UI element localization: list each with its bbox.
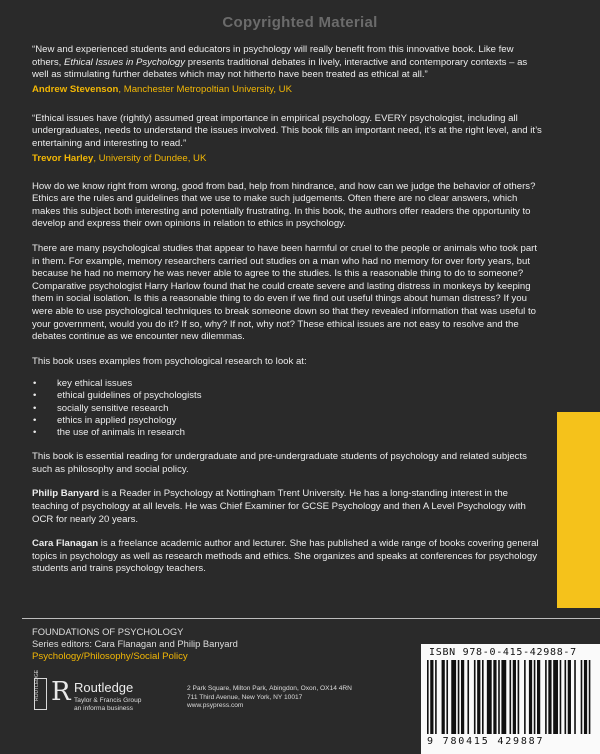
cover-text [32, 44, 544, 576]
isbn-barcode-digits: 9 780415 429887 [427, 736, 545, 747]
description-paragraph-3: This book uses examples from psychological research to look at: [32, 355, 307, 367]
barcode-icon [427, 660, 592, 734]
description-paragraph-2: There are many psychological studies that appear to have been harmful or cruel to the people or animals who took part in them. For example, memory researchers carried out studies on a man who had no memory for over forty years, but because he had no memory he was never able to agree to the studies. Is this a reasonable thing to do to someone? Comparative psychologist Harry Harlow found that he could create severe and lasting distress in monkeys by keeping them in social isolation. Is this a reasonable thing to do even if we find out useful things about human distress? If you were able to use psychological techniques to break someone down so that they revealed information that was useful to your government, would you do it? If so, why? If not, why not? These ethical issues are not easy to resolve and the debates continue as we encounter new dilemmas. [32, 242, 538, 343]
series-info [32, 626, 238, 650]
endorser-affiliation: , University of Dundee, UK [93, 152, 207, 164]
accent-bar [557, 412, 600, 608]
routledge-logo [34, 669, 184, 714]
author-bio-flanagan [32, 538, 544, 576]
author-bio-text: is a freelance academic author and lecturer. She has published a wide range of books covering general topics in psychology as well as research methods and ethics. She organizes and speaks at conferences for psychology students and trains psychology teachers. [32, 538, 539, 575]
list-item: • ethical guidelines of psychologists [32, 390, 544, 402]
series-title: FOUNDATIONS OF PSYCHOLOGY [32, 626, 184, 637]
list-item: • key ethical issues [32, 378, 544, 390]
isbn-number: ISBN 978-0-415-42988-7 [429, 647, 577, 658]
publisher-website: www.psypress.com [187, 702, 244, 710]
endorser-name: Andrew Stevenson [32, 83, 119, 95]
publisher-name: Routledge [74, 680, 134, 695]
topics-list [32, 378, 544, 439]
address-line: 711 Third Avenue, New York, NY 10017 [187, 693, 303, 701]
isbn-barcode-block [421, 644, 600, 754]
author-name: Philip Banyard [32, 488, 100, 500]
quote-text: “New and experienced students and educators in psychology will really benefit from this innovative book. Like few others, [32, 44, 514, 68]
series-editors: Series editors: Cara Flanagan and Philip Banyard [32, 638, 238, 650]
subject-category: Psychology/Philosophy/Social Policy [32, 651, 188, 662]
endorsement-quote-1 [32, 44, 544, 82]
endorsement-attribution-2 [32, 152, 544, 165]
publisher-group [74, 697, 141, 713]
routledge-r-icon: R [51, 677, 71, 707]
publisher-mark-text: ROUTLEDGE [34, 669, 40, 701]
author-bio-text: is a Reader in Psychology at Nottingham Trent University. He has a long-standing interest in the teaching of psychology at all levels. He was Chief Examiner for GCSE Psychology and then A Level Psychology with OCR for nearly 20 years. [32, 488, 526, 525]
author-bio-banyard [32, 488, 544, 526]
endorser-affiliation: , Manchester Metropoltian University, UK [118, 83, 293, 95]
list-item: • the use of animals in research [32, 427, 544, 439]
description-paragraph-4: This book is essential reading for undergraduate and pre-undergraduate students of psychology and related subjects such as philosophy and social policy. [32, 451, 527, 475]
publisher-line-2: an informa business [74, 705, 134, 713]
endorser-name: Trevor Harley [32, 152, 94, 164]
publisher-line-1: Taylor & Francis Group [74, 697, 142, 704]
endorsement-attribution-1 [32, 83, 544, 96]
endorsement-quote-2: “Ethical issues have (rightly) assumed great importance in empirical psychology. EVERY psychologist, including all undergraduates, needs to understand the issues involved. This book fills an important need, it’s at the right level, and it’s entertaining and interesting to read.” [32, 112, 542, 149]
list-item: • socially sensitive research [32, 403, 544, 415]
watermark: Copyrighted Material [222, 14, 378, 31]
publisher-address [187, 685, 352, 711]
description-paragraph-1: How do we know right from wrong, good from bad, help from hindrance, and how can we judge the behavior of others? Ethics are the rules and guidelines that we use to make such judgements. Often there are no clear answers, which makes this subject both interesting and potentially frustrating. In this book, the authors offer readers the opportunity to develop and express their own opinions in relation to ethics in psychology. [32, 180, 536, 230]
author-name: Cara Flanagan [32, 538, 99, 550]
address-line: 2 Park Square, Milton Park, Abingdon, Oxon, OX14 4RN [187, 685, 352, 692]
divider [22, 618, 600, 619]
list-item: • ethics in applied psychology [32, 415, 544, 427]
publisher-mark-icon [34, 669, 47, 710]
quote-text: presents traditional debates in lively, interactive and contemporary contexts – as well as stimulating further debates which may not hitherto have been treated as ethical at all.” [32, 56, 528, 81]
book-title-italic: Ethical Issues in Psychology [64, 56, 186, 68]
